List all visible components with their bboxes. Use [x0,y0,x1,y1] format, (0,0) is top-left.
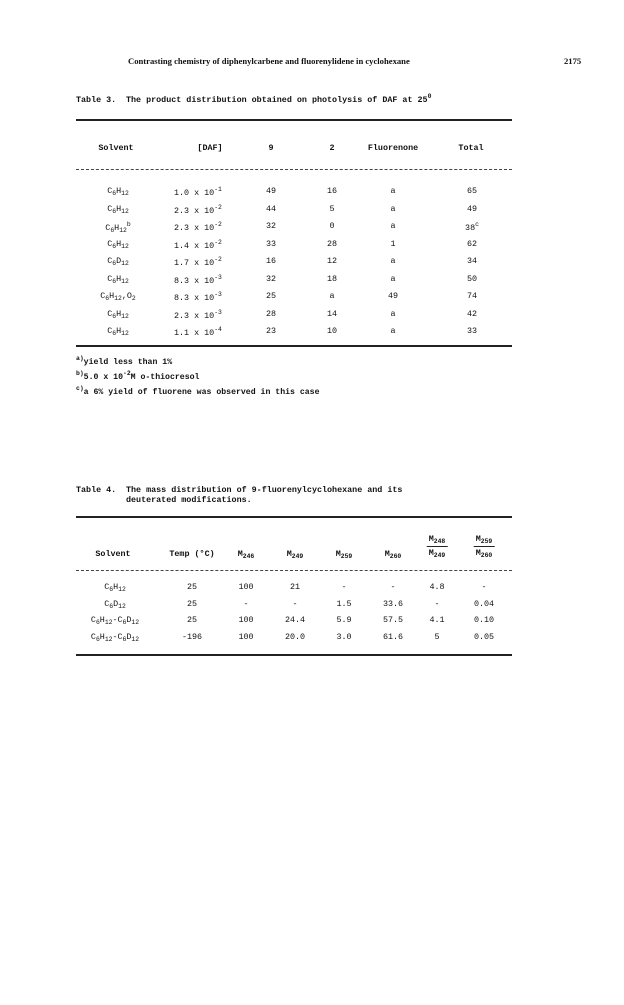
solvent-cell: $C_6H_{12}-C_6D_{12}$ [90,615,140,626]
table4-top-rule [76,516,512,518]
fluorenone-cell: 1 [390,239,396,249]
daf-cell: 2.3 x $10^{-3}$ [174,309,222,321]
m259-cell: - [341,582,347,592]
yield-2-cell: 0 [329,221,335,231]
daf-cell: 1.7 x $10^{-2}$ [174,256,222,268]
daf-cell: 2.3 x $10^{-2}$ [174,221,222,233]
total-cell: 49 [466,204,478,214]
page-number: 2175 [564,56,582,66]
daf-cell: 1.1 x $10^{-4}$ [174,326,222,338]
table4-col-m249: $M_{249}$ [286,549,304,560]
total-cell: 65 [466,186,478,196]
table3-caption-degree: 0 [427,93,432,100]
table4-bottom-rule [76,654,512,656]
m246-cell: - [243,599,249,609]
solvent-cell: $C_6H_{12}-C_6D_{12}$ [90,632,140,643]
solvent-cell: $C_6H_{12},O_2$ [100,291,136,302]
m249-cell: 24.4 [284,615,306,625]
solvent-cell: $C_6H_{12}$ [107,326,129,337]
fluorenone-cell: 49 [387,291,399,301]
table3-col-9: 9 [268,143,274,153]
total-cell: 38$^c$ [465,221,479,233]
yield-9-cell: 44 [265,204,277,214]
table3-label: Table 3. [76,95,117,105]
fluorenone-cell: a [390,256,396,266]
solvent-cell: $C_6H_{12}$ [107,274,129,285]
ratio-259-260-cell: 0.04 [473,599,495,609]
m260-cell: 57.5 [382,615,404,625]
yield-9-cell: 25 [265,291,277,301]
temp-cell: 25 [186,615,198,625]
total-cell: 33 [466,326,478,336]
ratio-248-249-cell: - [434,599,440,609]
fluorenone-cell: a [390,186,396,196]
solvent-cell: $C_6H_{12}$ [107,239,129,250]
yield-9-cell: 16 [265,256,277,266]
temp-cell: 25 [186,582,198,592]
temp-cell: 25 [186,599,198,609]
yield-2-cell: 18 [326,274,338,284]
footnote-a: $^{a)}$yield less than 1% [76,355,173,367]
daf-cell: 8.3 x $10^{-3}$ [174,291,222,303]
ratio-248-249-cell: 4.1 [429,615,445,625]
solvent-cell: $C_6H_{12}$ [107,186,129,197]
total-cell: 42 [466,309,478,319]
fluorenone-cell: a [390,326,396,336]
table4-col-solvent: Solvent [95,549,131,559]
m259-cell: 5.9 [336,615,352,625]
solvent-cell: $C_6D_{12}$ [107,256,129,267]
table4-caption-line2: deuterated modifications. [126,495,252,505]
total-cell: 50 [466,274,478,284]
m260-cell: - [390,582,396,592]
yield-2-cell: 10 [326,326,338,336]
table4-label: Table 4. [76,485,117,495]
m259-cell: 3.0 [336,632,352,642]
table4-caption [76,485,402,495]
m259-cell: 1.5 [336,599,352,609]
table3-caption [76,93,431,105]
table4-caption-line1: The mass distribution of 9-fluorenylcyclohexane and its [126,485,403,495]
total-cell: 74 [466,291,478,301]
ratio-248-249-cell: 5 [434,632,440,642]
daf-cell: 1.4 x $10^{-2}$ [174,239,222,251]
table3-top-rule [76,119,512,121]
fluorenone-cell: a [390,274,396,284]
ratio-259-260-cell: - [481,582,487,592]
m249-cell: - [292,599,298,609]
total-cell: 34 [466,256,478,266]
daf-cell: 2.3 x $10^{-2}$ [174,204,222,216]
yield-9-cell: 32 [265,221,277,231]
table3-col-total: Total [458,143,484,153]
fluorenone-cell: a [390,204,396,214]
table4-col-m246: $M_{246}$ [237,549,255,560]
m260-cell: 33.6 [382,599,404,609]
yield-2-cell: 28 [326,239,338,249]
m246-cell: 100 [238,582,254,592]
table3-col-solvent: Solvent [98,143,134,153]
table3-bottom-rule [76,345,512,347]
yield-2-cell: a [329,291,335,301]
table4-header-rule [76,570,512,571]
ratio-248-249-cell: 4.8 [429,582,445,592]
ratio-259-260-cell: 0.05 [473,632,495,642]
running-title: Contrasting chemistry of diphenylcarbene and fluorenylidene in cyclohexane [128,56,410,66]
yield-9-cell: 49 [265,186,277,196]
fluorenone-cell: a [390,221,396,231]
solvent-cell: $C_6H_{12}^b$ [105,221,131,234]
table3-col-2: 2 [329,143,335,153]
m246-cell: 100 [238,615,254,625]
solvent-cell: $C_6H_{12}$ [107,204,129,215]
m249-cell: 20.0 [284,632,306,642]
yield-9-cell: 33 [265,239,277,249]
yield-2-cell: 5 [329,204,335,214]
page-header [0,56,624,72]
table3-header-rule [76,169,512,170]
temp-cell: -196 [181,632,203,642]
m260-cell: 61.6 [382,632,404,642]
table4-col-m260: $M_{260}$ [384,549,402,560]
footnote-b: $^{b)}$5.0 x $10^{-2}M$ o-thiocresol [76,370,200,382]
daf-cell: 8.3 x $10^{-3}$ [174,274,222,286]
total-cell: 62 [466,239,478,249]
m249-cell: 21 [289,582,301,592]
table4-col-ratio-248-249: $\frac{M_{248}}{M_{249}}$ [428,534,446,559]
solvent-cell: $C_6D_{12}$ [104,599,126,610]
table3-col-fluorenone: Fluorenone [367,143,419,153]
m246-cell: 100 [238,632,254,642]
table4-col-temp: Temp (°C) [169,549,215,559]
yield-2-cell: 16 [326,186,338,196]
footnote-c: $^{c)}$a 6% yield of fluorene was observed in this case [76,385,320,397]
yield-9-cell: 32 [265,274,277,284]
yield-9-cell: 28 [265,309,277,319]
daf-cell: 1.0 x $10^{-1}$ [174,186,222,198]
solvent-cell: $C_6H_{12}$ [104,582,126,593]
solvent-cell: $C_6H_{12}$ [107,309,129,320]
fluorenone-cell: a [390,309,396,319]
yield-2-cell: 14 [326,309,338,319]
table3-col-daf: [DAF] [197,143,223,153]
ratio-259-260-cell: 0.10 [473,615,495,625]
yield-9-cell: 23 [265,326,277,336]
table4-col-ratio-259-260: $\frac{M_{259}}{M_{260}}$ [475,534,493,559]
yield-2-cell: 12 [326,256,338,266]
table4-col-m259: $M_{259}$ [335,549,353,560]
table3-caption-text: The product distribution obtained on photolysis of DAF at 25 [126,95,428,105]
